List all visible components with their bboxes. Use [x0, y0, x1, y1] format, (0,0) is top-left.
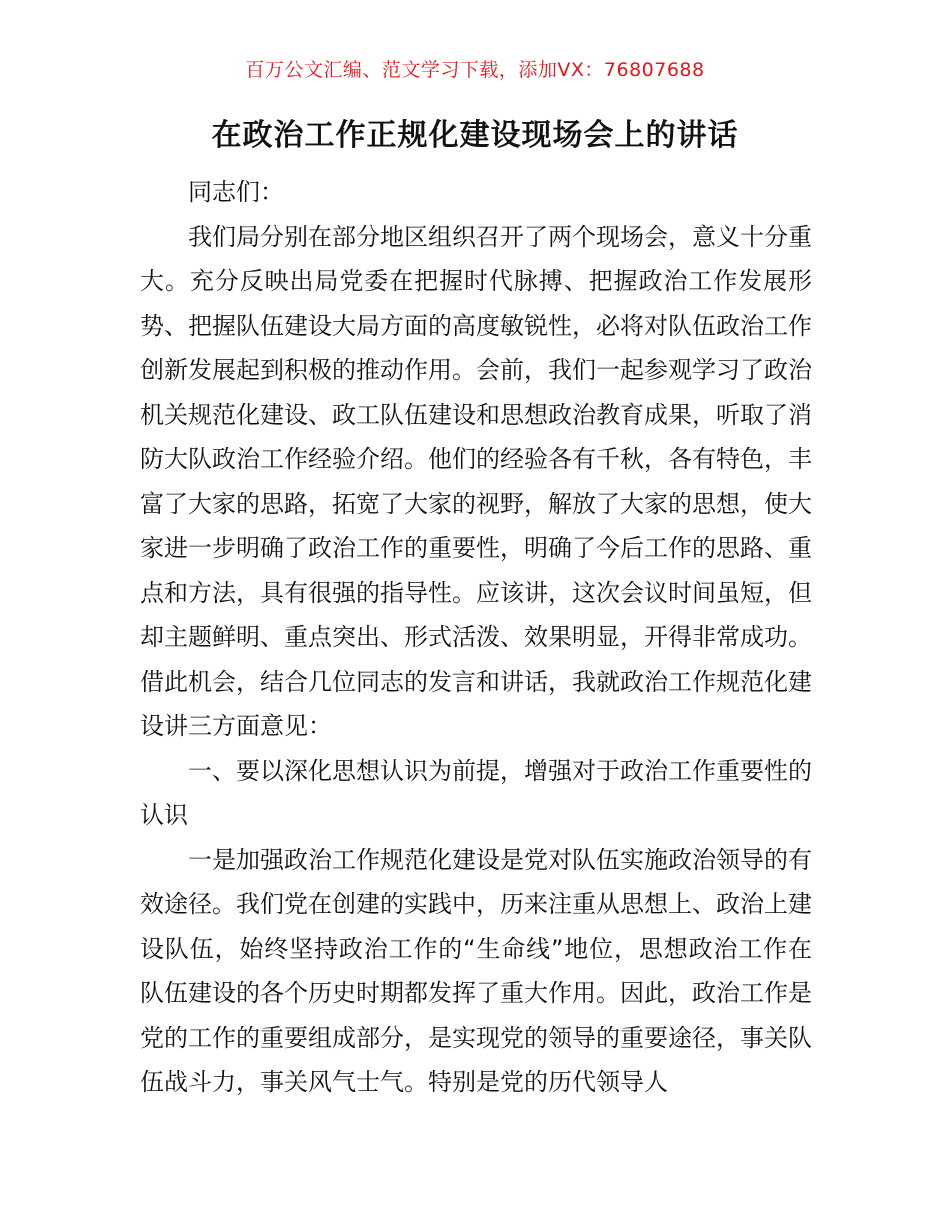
paragraph-intro: 我们局分别在部分地区组织召开了两个现场会，意义十分重大。充分反映出局党委在把握时代脉搏、把握政治工作发展形势、把握队伍建设大局方面的高度敏锐性，必将对队伍政治工作创新发展起到积极的推动作用。会前，我们一起参观学习了政治机关规范化建设、政工队伍建设和思想政治教育成果，听取了消防大队政治工作经验介绍。他们的经验各有千秋，各有特色，丰富了大家的思路，拓宽了大家的视野，解放了大家的思想，使大家进一步明确了政治工作的重要性，明确了今后工作的思路、重点和方法，具有很强的指导性。应该讲，这次会议时间虽短，但却主题鲜明、重点突出、形式活泼、效果明显，开得非常成功。借此机会，结合几位同志的发言和讲话，我就政治工作规范化建设讲三方面意见：: [140, 222, 812, 740]
greeting: 同志们：: [188, 178, 284, 206]
paragraph-point-one: 一是加强政治工作规范化建设是党对队伍实施政治领导的有效途径。我们党在创建的实践中，历来注重从思想上、政治上建设队伍，始终坚持政治工作的“生命线”地位，思想政治工作在队伍建设的各个历史时期都发挥了重大作用。因此，政治工作是党的工作的重要组成部分，是实现党的领导的重要途径，事关队伍战斗力，事关风气士气。特别是党的历代领导人: [140, 845, 812, 1096]
document-body: [140, 170, 812, 1105]
document-title: 在政治工作正规化建设现场会上的讲话: [211, 118, 739, 153]
watermark-banner: 百万公文汇编、范文学习下载，添加VX：76807688: [245, 59, 705, 81]
section-heading-one: 一、要以深化思想认识为前提，增强对于政治工作重要性的认识: [140, 756, 812, 829]
